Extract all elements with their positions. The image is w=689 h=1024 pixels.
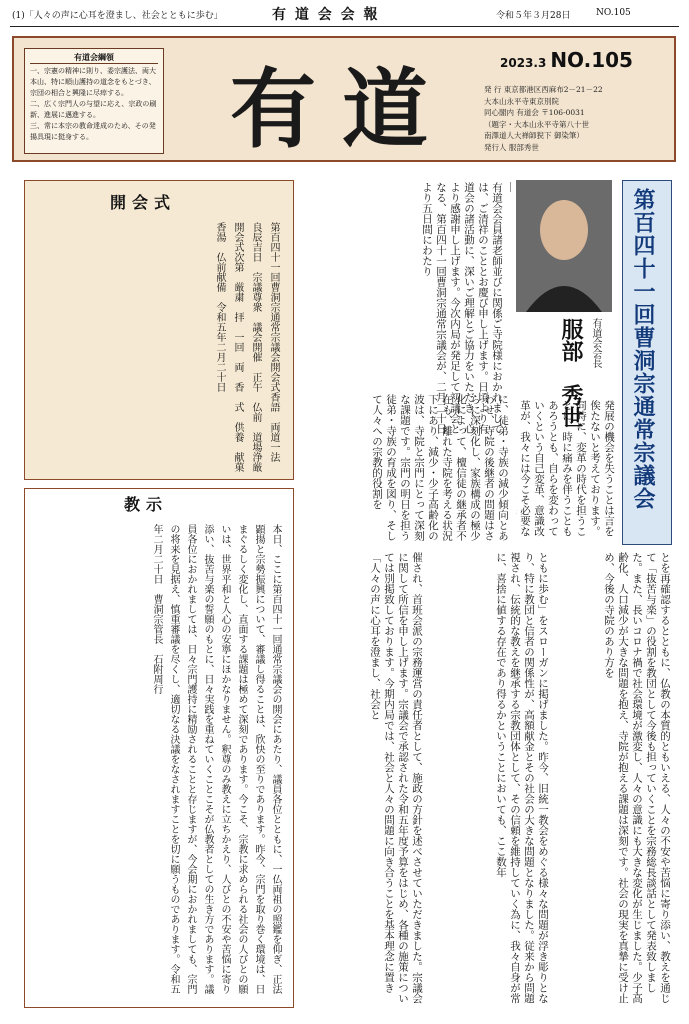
article-col-3: ともに歩む」をスローガンに掲げました。昨今、旧統一教会をめぐる様々な問題が浮き彫りとなり、特に教団と信者の関係性が、高額献金とその社会の大きな問題となりました。従来から問題視され、伝統的な教えを継承する宗教団体として、その信頼を維持していく為に、我々自身が常に、喜捨に値する存在であり得るかということにおいても、ここ数年 <box>495 552 549 1004</box>
header-date: 令和５年３月28日 <box>496 11 571 21</box>
instruction-text: 本日、ここに第百四十一回通常宗議会の開会にあたり、議員各位とともに、一仏両祖の照鑑を仰ぎ、正法顕揚と宗勢振興について、審議し得ることは、欣快の至りであります。昨今、宗門を取り巻く環境は、日まぐるしく変化し、直面する課題は極めて深刻であります。今こそ、宗教に求められる社会の人びとの願いは、世界平和と人心の安寧にほかなりません。釈尊のみ教えに立ちかえり、人びとの不安や苦悩に寄り添い、抜苦与楽の誓願のもとに、日々実践を重ねていくことこそが仏教者としての生き方であります。議員各位におかれましては、日々宗門護持に精励されることと存じますが、今会期におかれましても、宗門の将来を見据え、慎重審議を尽くし、適切なる決議をなされますことを切に願うものであります。令和五年二月二十日 曹洞宗管長 石附周行 <box>151 524 281 994</box>
header-number: NO.105 <box>596 8 631 18</box>
publisher-line: 大本山永平寺東京別院 <box>484 96 559 106</box>
header-slogan: (1)「人々の声に心耳を澄まし、社会とともに歩む」 <box>12 11 223 21</box>
charter-item: 二、広く宗門人の与望に応え、宗政の刷新、進展に邁進する。 <box>30 100 157 119</box>
masthead-title: 有道 <box>230 59 454 160</box>
issue-number: NO.105 <box>550 48 633 72</box>
article-col-6: 発展の機会を失うことは言を俟たないと考えております。同時に、変革の時代を担うことに、時に痛みを伴うこともあろうとも、自らを変わっていくという自己変革、意識改革が、我々には今こそ必要な <box>519 400 615 537</box>
year-month: 2023.3 <box>500 56 547 70</box>
publisher-line: （題字・大本山永平寺第八十世 <box>484 119 589 129</box>
ceremony-text: 第百四十一回曹洞宗通常宗議会開会式香語 両道一法 良辰吉日 宗議尊衆 議会開催 正午 仏前 道場浄厳 開会式次第 厳粛 拝 一回 両 香 式 供養 献菓 香湯 仏前献備 令和五年二月二十日 <box>214 222 279 472</box>
article-col-1: 有道会会員諸老師並びに関係ご寺院様におかれましては、ご清祥のこととお慶び申し上げます。日頃より有道会の諸活動に、深いご理解とご協力をいただき、心より感謝申し上げます。今次内局が発足して初議会となる、第百四十一回曹洞宗通常宗議会が、二月二十日より五日間にわたり <box>421 182 503 434</box>
header-newsletter-name: 有 道 会 会 報 <box>272 7 380 23</box>
charter-title: 有道会綱領 <box>30 52 158 64</box>
instruction-title: 教示 <box>124 495 169 514</box>
article-col-5: に、徒弟・寺族の減少傾向とあわせ、寺院の後継者の問題はさらに深刻化し、家族構成の極少化によって、檀信徒の継承者不在も、離れた寺院を考える状況下にあり、減少・少子高齢化の波は、寺院と宗門にとって深刻な課題です。宗門の明日を担う徒弟・寺族の育成を図り、そして人々への宗教的役割を <box>371 394 509 541</box>
portrait-photo <box>516 180 612 312</box>
publisher-line: 同心閣内 有道会 〒106-0031 <box>484 108 585 117</box>
publisher-line: 発行人 服部秀世 <box>484 142 539 152</box>
portrait-name: 服部 秀世 <box>558 318 584 428</box>
headline-text: 第百四十一回曹洞宗通常宗議会 <box>630 188 656 510</box>
article-col-4: とを再確認するとともに、仏教の本質的ともいえる、人々の不安や苦悩に寄り添い、教えを通じて「抜苦与楽」の役割を教団として今後も担っていくことを宗務総長談話として発表致しました。また、長いコロナ禍で社会環境が激変し、人々の意識にも大きな変化が生じました。少子高齢化、人口減少が大きな問題を抱え、寺院が抱える課題は深刻です。社会の現実を真摯に受け止め、今後の寺院のあり方を <box>603 552 671 1004</box>
portrait-role: 有道会会長 <box>590 318 601 368</box>
publisher-line: 発 行 東京都港区西麻布2－21－22 <box>484 85 603 94</box>
charter-item: 一、宗憲の精神に則り、委宗護法、両大本山、特に順山護持の道念をもとづき、宗団の相合と興隆に尽瘁する。 <box>30 67 156 97</box>
issue-label <box>500 48 633 72</box>
publisher-info <box>484 84 603 153</box>
header-divider <box>10 26 679 27</box>
charter-item: 三、常に本宗の教命達成のため、その発揚具現に挺身する。 <box>30 122 156 141</box>
ceremony-title: 開会式 <box>110 193 177 212</box>
article-col-2: 催され、首班会派の宗務運営の責任者として、施政の方針を述べさせていただきました。宗議会に関して所信を申し上げます。宗議会で承認された令和五年度予算をはじめ、各種の施策については別掲致しております。今期内局では、社会と人々の問題に向き合うことを基本理念に置き「人々の声に心耳を澄まし、社会と <box>369 552 423 1004</box>
person-portrait-icon <box>516 180 612 312</box>
charter-box <box>24 48 164 154</box>
publisher-line: 南澤道人大禅師猊下 御染筆） <box>484 131 584 140</box>
